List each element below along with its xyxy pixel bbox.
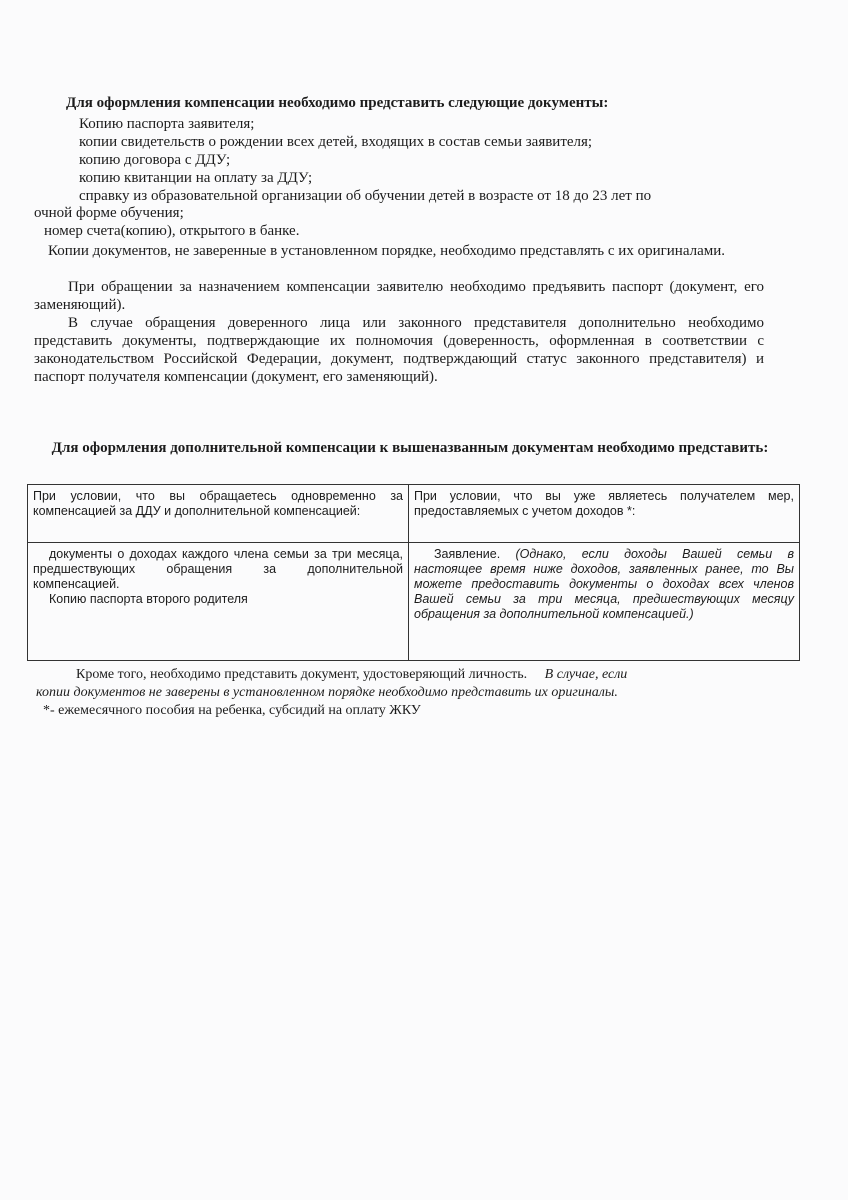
col1-body-cell [28,543,409,661]
income-documents: документы о доходах каждого члена семьи за три месяца, предшествующих обращения за дополнительной компенсацией. [33,547,403,591]
statement-label: Заявление. [434,547,501,561]
footer-italic-2: копии документов не заверены в установленном порядке необходимо представить их оригиналы. [36,685,618,700]
document-item-1: Копию паспорта заявителя; [79,116,255,132]
document-item-5-cont: очной форме обучения; [34,205,184,221]
additional-heading: Для оформления дополнительной компенсации к вышеназванным документам необходимо представить: [51,440,769,456]
col1-header: При условии, что вы обращаетесь одновременно за компенсацией за ДДУ и дополнительной компенсацией: [33,489,403,518]
footer-note [76,666,627,683]
copies-note: Копии документов, не заверенные в установленном порядке, необходимо представлять с их оригиналами. [48,243,726,259]
passport-note: При обращении за назначением компенсации заявителю необходимо предъявить паспорт (документ, его заменяющий). [34,279,764,313]
footnote: *- ежемесячного пособия на ребенка, субсидий на оплату ЖКУ [43,703,421,718]
requirements-table [27,484,800,661]
document-item-3: копию договора с ДДУ; [79,152,231,168]
document-item-5: справку из образовательной организации об обучении детей в возрасте от 18 до 23 лет по [79,188,652,204]
second-parent-passport: Копию паспорта второго родителя [49,592,248,606]
footer-italic-1: В случае, если [544,667,628,682]
col2-header-cell [409,485,800,543]
col1-header-cell [28,485,409,543]
statement-note: (Однако, если доходы Вашей семьи в настоящее время ниже доходов, заявленных ранее, то Вы можете предоставить документы о доходах всех членов Вашей семьи за три месяца, предшествующих месяцу обращения за дополнительной компенсацией.) [414,547,794,621]
statement-paragraph [414,547,794,622]
document-item-4: копию квитанции на оплату за ДДУ; [79,170,313,186]
document-item-2: копии свидетельств о рождении всех детей, входящих в состав семьи заявителя; [79,134,593,150]
col2-body-cell [409,543,800,661]
col2-header: При условии, что вы уже являетесь получателем мер, предоставляемых с учетом доходов *: [414,489,794,518]
document-item-6: номер счета(копию), открытого в банке. [44,223,300,239]
footer-regular: Кроме того, необходимо представить документ, удостоверяющий личность. [76,667,528,682]
documents-heading: Для оформления компенсации необходимо представить следующие документы: [66,95,609,111]
representative-note: В случае обращения доверенного лица или законного представителя дополнительно необходимо представить документы, подтверждающие их полномочия (доверенность, оформленная в соответствии с законодательством Российской Федерации, документ, подтверждающий статус законного представителя) и паспорт получателя компенсации (документ, его заменяющий). [34,315,764,385]
